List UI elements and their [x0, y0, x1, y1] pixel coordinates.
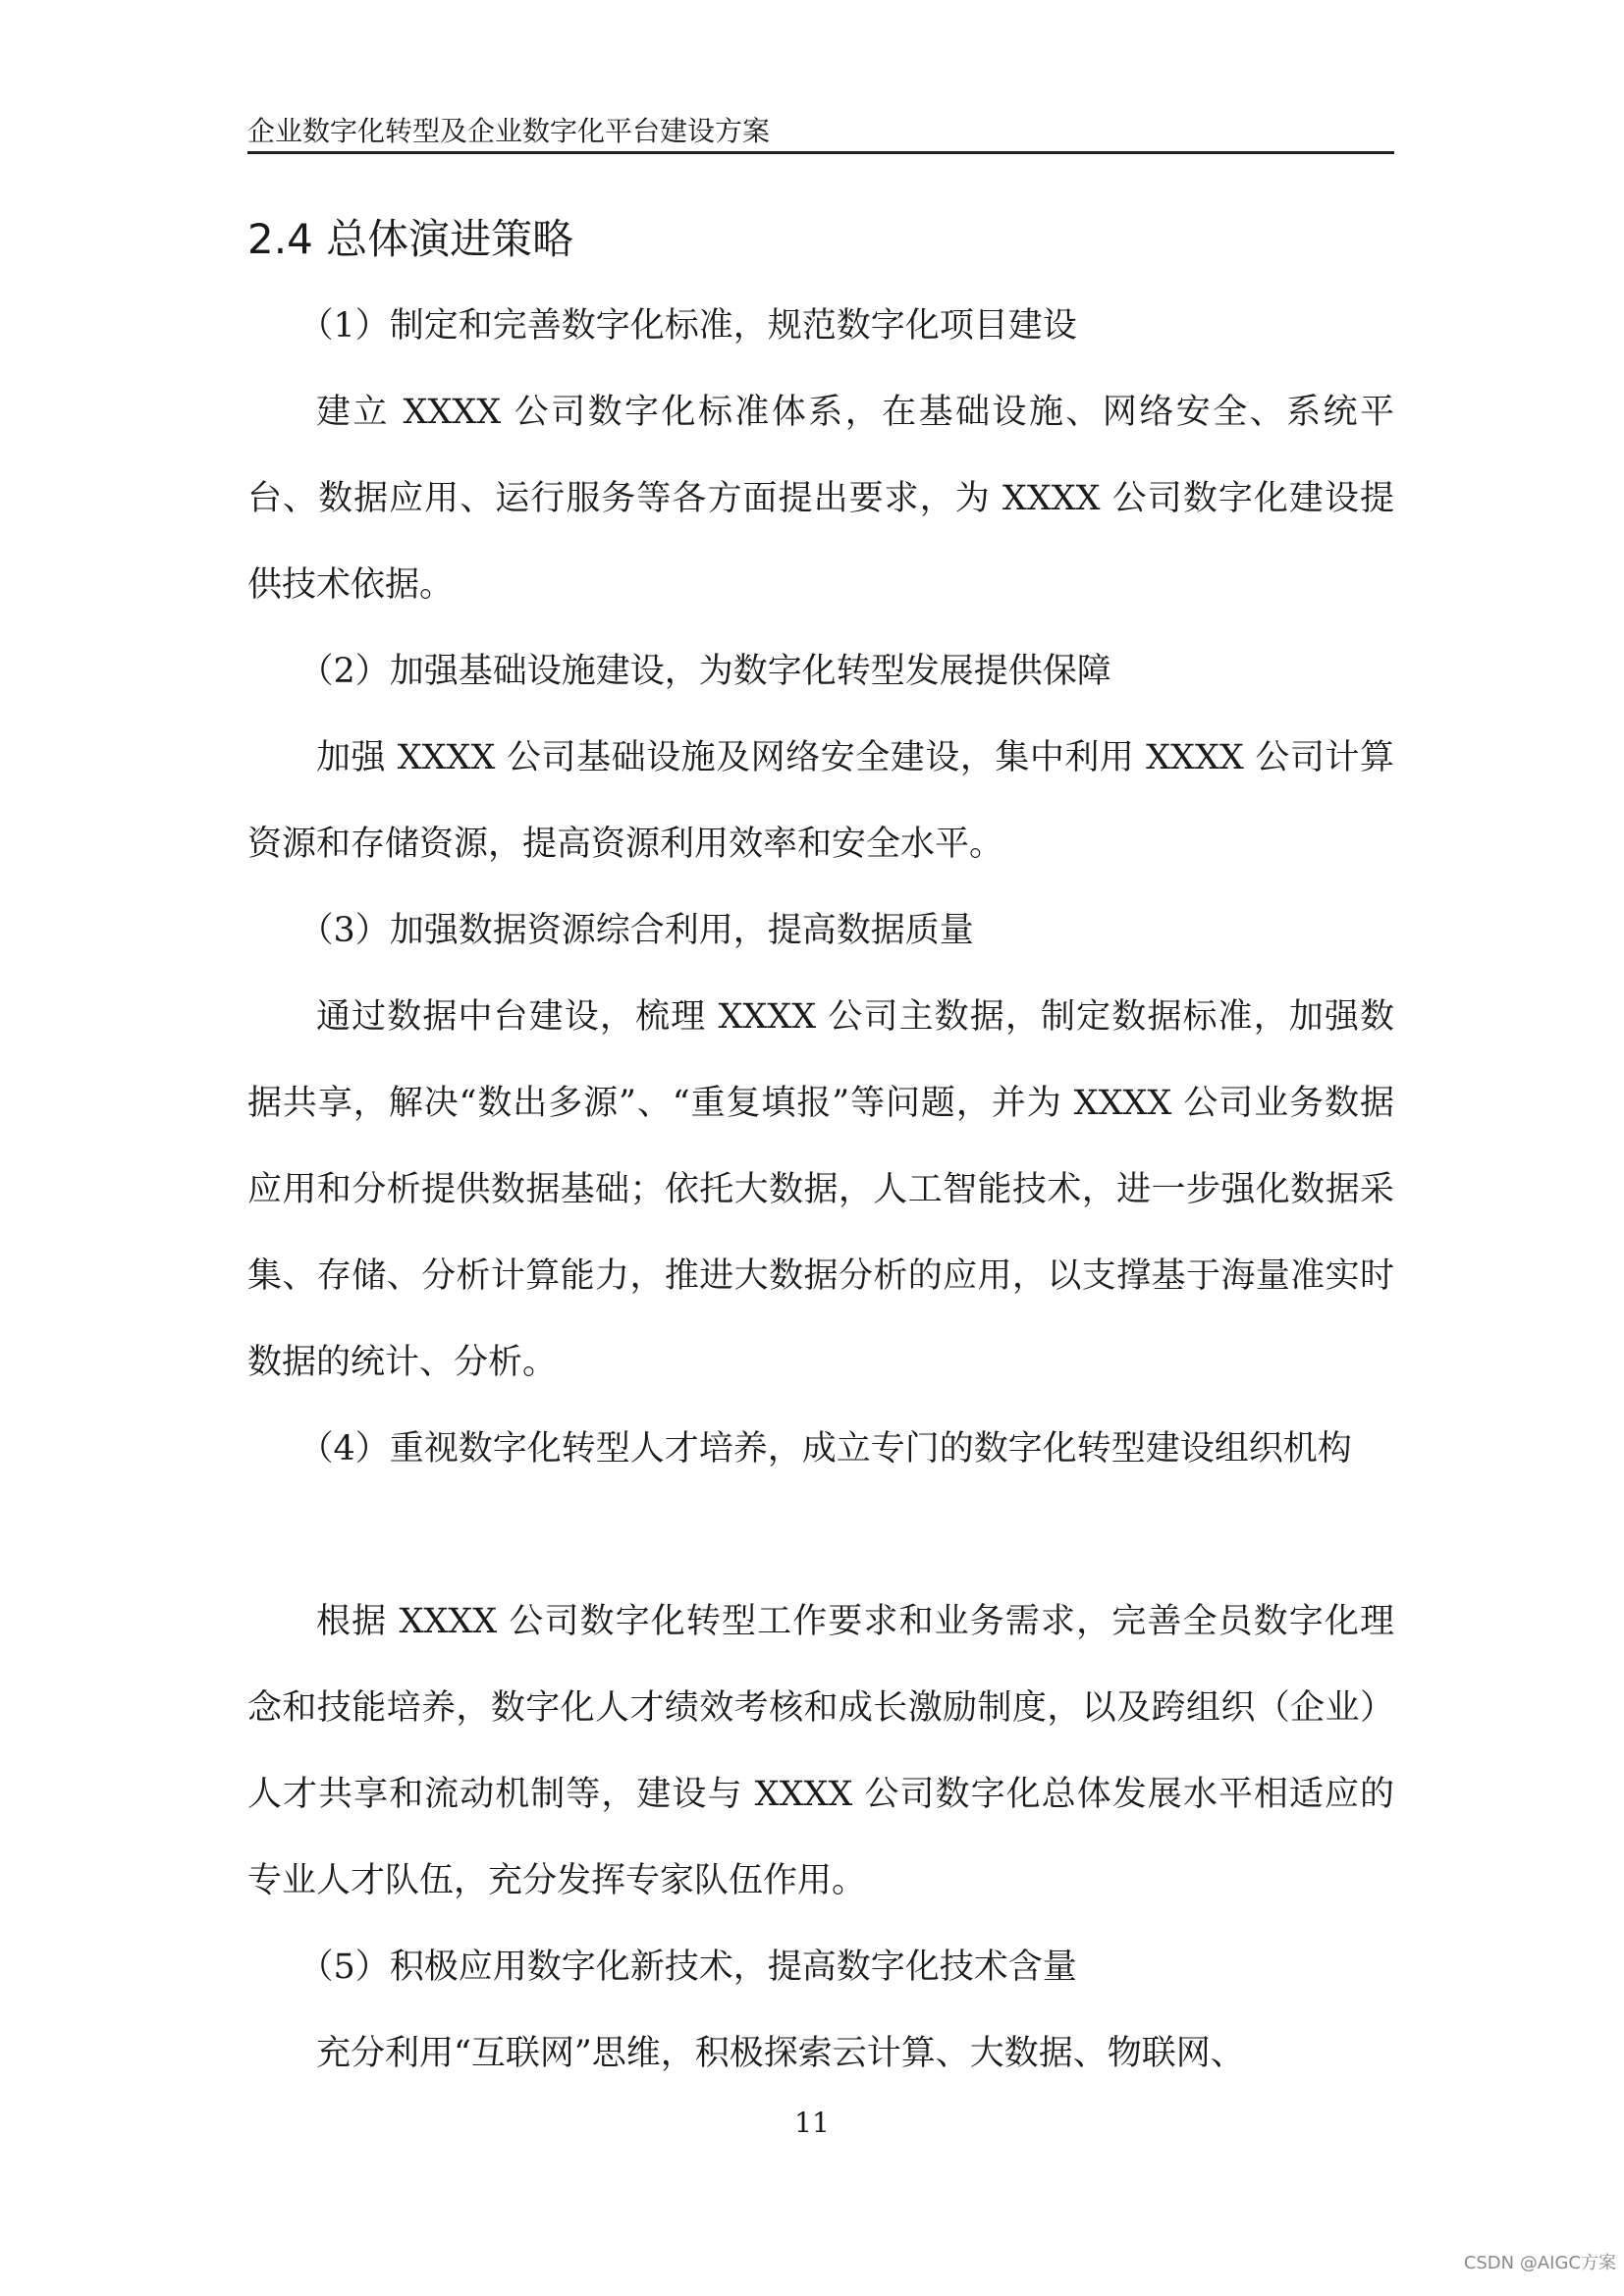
item-3-heading: （3）加强数据资源综合利用，提高数据质量 [298, 911, 974, 950]
section-title: 2.4 总体演进策略 [247, 215, 574, 263]
item-2-heading: （2）加强基础设施建设，为数字化转型发展提供保障 [298, 652, 1111, 691]
item-4-body: 根据 XXXX 公司数字化转型工作要求和业务需求，完善全员数字化理念和技能培养，数字化人才绩效考核和成长激励制度，以及跨组织（企业）人才共享和流动机制等，建设与 XXXX 公司数字化总体发展水平相适应的专业人才队伍，充分发挥专家队伍作用。 [247, 1602, 1394, 1900]
page-number: 11 [794, 2107, 830, 2139]
item-2-body: 加强 XXXX 公司基础设施及网络安全建设，集中利用 XXXX 公司计算资源和存储资源，提高资源利用效率和安全水平。 [247, 738, 1394, 864]
watermark: CSDN @AIGC方案 [1463, 2253, 1616, 2273]
item-1-heading: （1）制定和完善数字化标准，规范数字化项目建设 [298, 306, 1077, 346]
item-4-heading: （4）重视数字化转型人才培养，成立专门的数字化转型建设组织机构 [298, 1429, 1352, 1468]
item-3-body: 通过数据中台建设，梳理 XXXX 公司主数据，制定数据标准，加强数据共享，解决“数出多源”、“重复填报”等问题，并为 XXXX 公司业务数据应用和分析提供数据基础；依托大数据，人工智能技术，进一步强化数据采集、存储、分析计算能力，推进大数据分析的应用，以支撑基于海量准实时数据的统计、分析。 [247, 997, 1394, 1382]
item-1-body: 建立 XXXX 公司数字化标准体系，在基础设施、网络安全、系统平台、数据应用、运行服务等各方面提出要求，为 XXXX 公司数字化建设提供技术依据。 [247, 393, 1394, 605]
item-5-body: 充分利用“互联网”思维，积极探索云计算、大数据、物联网、 [316, 2034, 1245, 2073]
running-header: 企业数字化转型及企业数字化平台建设方案 [247, 112, 1394, 154]
item-5-heading: （5）积极应用数字化新技术，提高数字化技术含量 [298, 1948, 1077, 1987]
